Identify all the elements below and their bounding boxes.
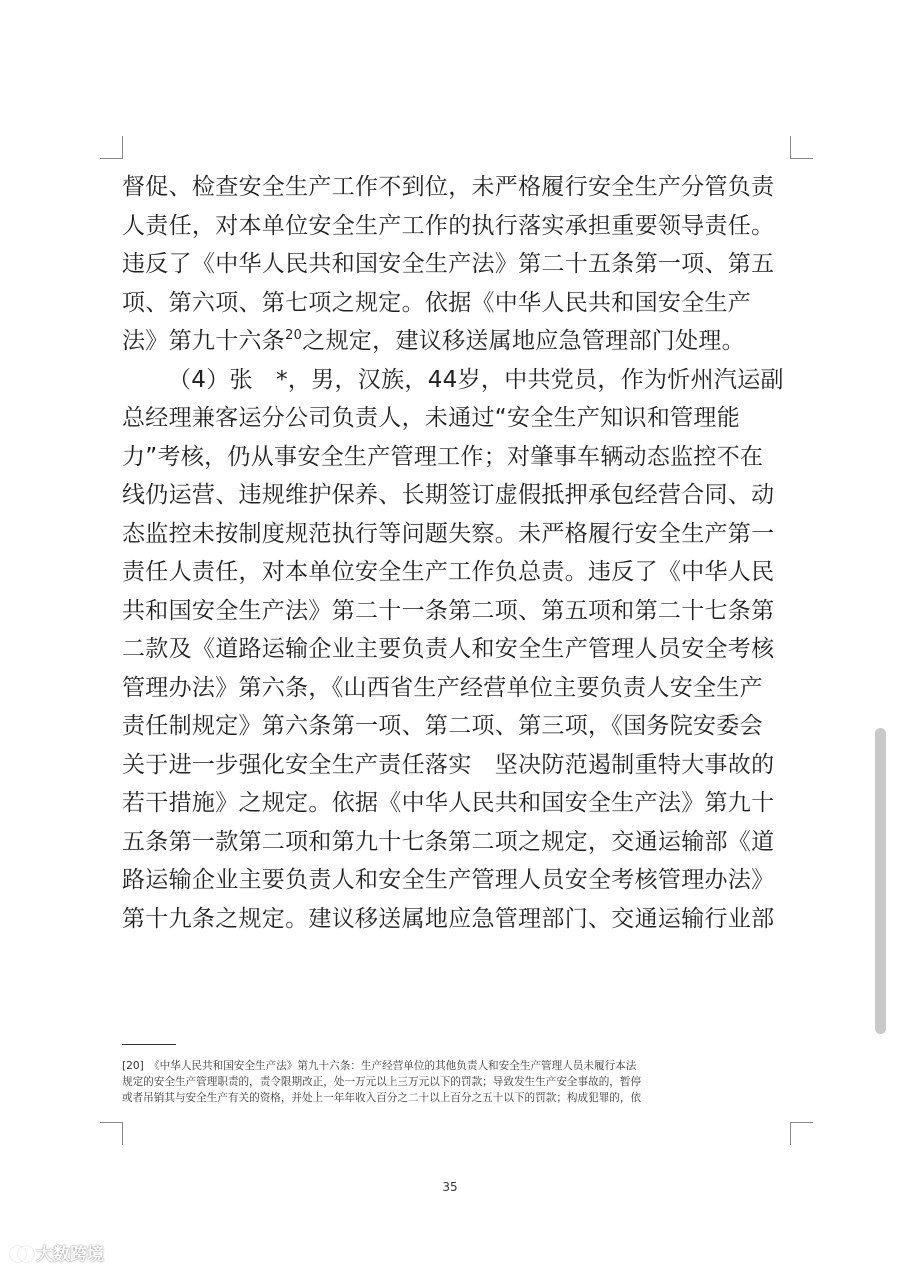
page-number: 35 bbox=[442, 1180, 458, 1194]
text-line bbox=[122, 553, 794, 592]
text-line-content: 法》第九十六条 bbox=[122, 328, 286, 354]
text-line-content: 线仍运营、违规维护保养、长期签订虚假抵押承包经营合同、动 bbox=[122, 482, 775, 508]
text-line-content: 之规定，建议移送属地应急管理部门处理。 bbox=[302, 328, 745, 354]
scrollbar-thumb[interactable] bbox=[875, 728, 886, 1034]
text-line bbox=[122, 515, 794, 554]
text-line bbox=[122, 823, 794, 862]
text-line-content: 责任制规定》第六条第一项、第二项、第三项，《国务院安委会 bbox=[122, 713, 763, 739]
text-line-content: 项、第六项、第七项之规定。依据《中华人民共和国安全生产 bbox=[122, 289, 752, 316]
text-line-content: 共和国安全生产法》第二十一条第二项、第五项和第二十七条第 bbox=[122, 597, 775, 624]
text-line bbox=[122, 284, 794, 323]
text-line-content: 第十九条之规定。建议移送属地应急管理部门、交通运输行业部 bbox=[122, 905, 775, 932]
text-line-content: 关于进一步强化安全生产责任落实 坚决防范遏制重特大事故的 bbox=[122, 751, 775, 778]
footnote bbox=[122, 1058, 794, 1106]
text-line bbox=[122, 476, 794, 515]
text-line bbox=[122, 630, 794, 669]
text-line-content: 责任人责任，对本单位安全生产工作负总责。违反了《中华人民 bbox=[122, 559, 775, 585]
footnote-line: [20] 《中华人民共和国安全生产法》第九十六条：生产经营单位的其他负责人和安全生产管理人员未履行本法 bbox=[122, 1060, 637, 1072]
text-line bbox=[122, 861, 794, 900]
footnote-separator bbox=[122, 1044, 176, 1045]
text-line bbox=[122, 592, 794, 631]
text-line bbox=[122, 784, 794, 823]
text-line-content: 二款及《道路运输企业主要负责人和安全生产管理人员安全考核 bbox=[122, 636, 775, 662]
text-line-content: 总经理兼客运分公司负责人，未通过“安全生产知识和管理能 bbox=[122, 405, 741, 431]
watermark-text: 大数跨境 bbox=[36, 1245, 104, 1265]
text-line bbox=[122, 322, 794, 361]
text-line bbox=[122, 438, 794, 477]
crop-mark-bottom-left bbox=[100, 1122, 123, 1145]
text-line bbox=[122, 245, 794, 284]
footnote-line: 或者吊销其与安全生产有关的资格，并处上一年年收入百分之二十以上百分之五十以下的罚款；构成犯罪的，依 bbox=[122, 1092, 642, 1104]
text-line-content: 力”考核，仍从事安全生产管理工作；对肇事车辆动态监控不在 bbox=[122, 443, 764, 470]
text-line-content: 违反了《中华人民共和国安全生产法》第二十五条第一项、第五 bbox=[122, 251, 775, 277]
text-line bbox=[122, 707, 794, 746]
text-line-content: 若干措施》之规定。依据《中华人民共和国安全生产法》第九十 bbox=[122, 790, 775, 816]
text-line bbox=[122, 207, 794, 246]
footnote-line: 规定的安全生产管理职责的，责令限期改正，处一万元以上三万元以下的罚款；导致发生生产安全事故的，暂停 bbox=[122, 1076, 642, 1088]
text-line-content: 人责任，对本单位安全生产工作的执行落实承担重要领导责任。 bbox=[122, 212, 775, 239]
text-line-content: 路运输企业主要负责人和安全生产管理人员安全考核管理办法》 bbox=[122, 867, 775, 893]
text-line bbox=[122, 168, 794, 207]
body-text bbox=[122, 168, 794, 938]
text-line bbox=[122, 361, 794, 400]
footnote-reference[interactable]: 20 bbox=[285, 328, 303, 343]
text-line-content: 督促、检查安全生产工作不到位，未严格履行安全生产分管负责 bbox=[122, 174, 775, 200]
crop-mark-top-left bbox=[100, 136, 123, 159]
text-line bbox=[122, 669, 794, 708]
logo-icon bbox=[10, 1245, 32, 1261]
text-line bbox=[122, 900, 794, 939]
text-line bbox=[122, 399, 794, 438]
crop-mark-top-right bbox=[790, 136, 813, 159]
text-line-content: 管理办法》第六条，《山西省生产经营单位主要负责人安全生产 bbox=[122, 674, 763, 701]
watermark bbox=[10, 1240, 104, 1265]
crop-mark-bottom-right bbox=[790, 1122, 813, 1145]
text-line-content: 态监控未按制度规范执行等问题失察。未严格履行安全生产第一 bbox=[122, 520, 775, 547]
text-line bbox=[122, 746, 794, 785]
text-line-content: 五条第一款第二项和第九十七条第二项之规定，交通运输部《道 bbox=[122, 828, 775, 855]
text-line-content: （4）张 *，男，汉族，44岁，中共党员，作为忻州汽运副 bbox=[168, 366, 784, 393]
